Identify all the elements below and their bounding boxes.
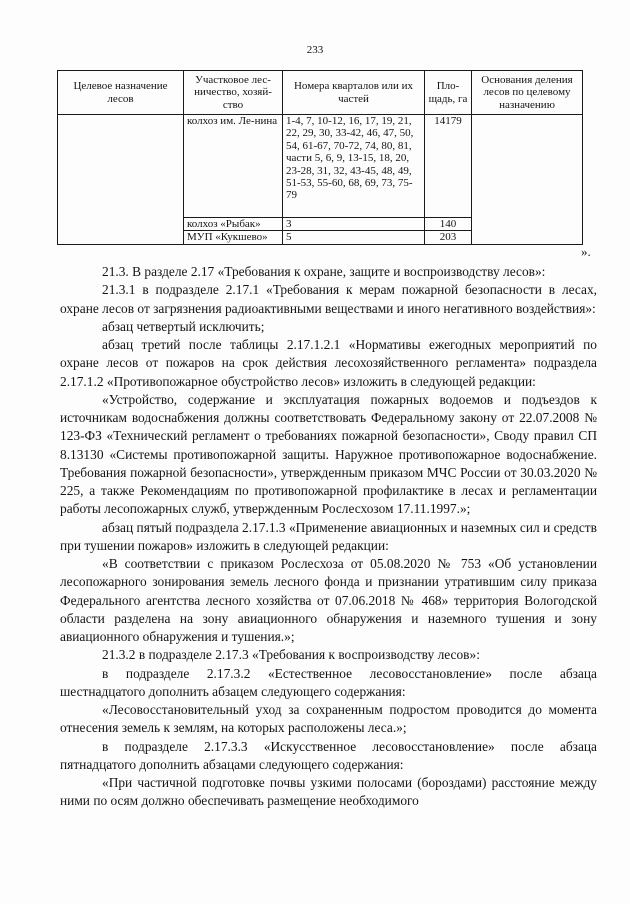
paragraph: абзац четвертый исключить; [102, 318, 265, 334]
cell-purpose [58, 115, 184, 245]
cell-quarters: 1-4, 7, 10-12, 16, 17, 19, 21, 22, 29, 30, 33-42, 46, 47, 50, 54, 61-67, 70-72, 74, 80, 81, части 5, 6, 9, 13-15, 18, 20, 23-28, 31, 32, 43-45, 48, 49, 51-53, 55-60, 68, 69, 73, 75-79 [283, 115, 425, 218]
table-closing-quote: ». [581, 244, 591, 259]
paragraph: абзац третий после таблицы 2.17.1.2.1 «Нормативы ежегодных мероприятий по охране лесов от пожаров на срок действия лесохозяйственного регламента» подраздела 2.17.1.2 «Противопожарное обустройство лесов» изложить в следующей редакции: [60, 337, 597, 389]
table-header-row [58, 71, 583, 115]
page-number: 233 [306, 44, 324, 56]
cell-forestry: МУП «Кукшево» [184, 231, 283, 244]
cell-forestry: колхоз «Рыбак» [184, 218, 283, 231]
cell-basis [472, 115, 583, 245]
cell-quarters: 5 [283, 231, 425, 244]
paragraph: «Лесовосстановительный уход за сохраненным подростом проводится до момента отнесения земель к землям, на которых расположены леса.»; [60, 702, 597, 736]
paragraph: 21.3.2 в подразделе 2.17.3 «Требования к воспроизводству лесов»: [102, 647, 480, 663]
paragraph: «В соответствии с приказом Рослесхоза от 05.08.2020 № 753 «Об установлении лесопожарного зонирования земель лесного фонда и признании утратившим силу приказа Федерального агентства лесного хозяйства от 07.06.2018 № 468» территория Вологодской области разделена на зону авиационного обнаружения и наземного тушения и зону авиационного обнаружения и тушения.»; [60, 556, 597, 644]
document-body [60, 263, 597, 811]
paragraph: в подразделе 2.17.3.2 «Естественное лесовосстановление» после абзаца шестнадцатого дополнить абзацем следующего содержания: [60, 665, 597, 699]
paragraph: «При частичной подготовке почвы узкими полосами (бороздами) расстояние между ними по осям должно обеспечивать размещение необходимого [60, 775, 597, 809]
paragraph: 21.3.1 в подразделе 2.17.1 «Требования к мерам пожарной безопасности в лесах, охране лесов от загрязнения радиоактивными веществами и иного негативного воздействия»: [60, 282, 597, 316]
cell-quarters: 3 [283, 218, 425, 231]
header-forestry: Участковое лес-ничество, хозяй-ство [184, 71, 283, 115]
header-basis: Основания деления лесов по целевому назначению [472, 71, 583, 115]
paragraph: в подразделе 2.17.3.3 «Искусственное лесовосстановление» после абзаца пятнадцатого дополнить абзацами следующего содержания: [60, 738, 597, 772]
header-area: Пло-щадь, га [425, 71, 472, 115]
paragraph: «Устройство, содержание и эксплуатация пожарных водоемов и подъездов к источникам водоснабжения должны соответствовать Федеральному закону от 22.07.2008 № 123-ФЗ «Технический регламент о требованиях пожарной безопасности», Своду правил СП 8.13130 «Системы противопожарной защиты. Наружное противопожарное водоснабжение. Требования пожарной безопасности», утвержденным приказом МЧС России от 30.03.2020 № 225, а также Рекомендациям по противопожарной профилактике в лесах и регламентации работы лесопожарных служб, утвержденным Рослесхозом 17.11.1997.»; [60, 391, 597, 517]
cell-area: 14179 [425, 115, 472, 218]
cell-area: 140 [425, 218, 472, 231]
header-quarters: Номера кварталов или их частей [283, 71, 425, 115]
cell-forestry: колхоз им. Ле-нина [184, 115, 283, 218]
paragraph: 21.3. В разделе 2.17 «Требования к охране, защите и воспроизводству лесов»: [102, 264, 546, 279]
header-purpose: Целевое назначение лесов [58, 71, 184, 115]
cell-area: 203 [425, 231, 472, 244]
paragraph: абзац пятый подраздела 2.17.1.3 «Применение авиационных и наземных сил и средств при тушении пожаров» изложить в следующей редакции: [60, 519, 597, 553]
table-row [58, 115, 583, 218]
forest-table [57, 70, 583, 245]
